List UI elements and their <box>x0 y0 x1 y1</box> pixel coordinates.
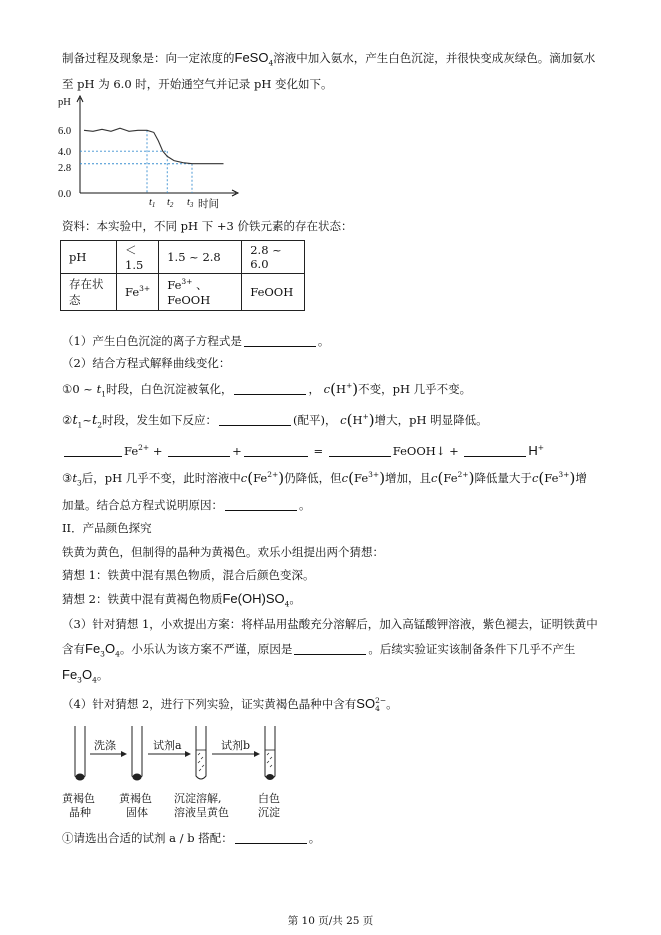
x-tick-t2: t2 <box>167 197 174 209</box>
page-footer: 第 10 页/共 25 页 <box>287 915 374 927</box>
table-cell: FeOOH <box>242 274 305 311</box>
question-4-1: ①请选出合适的试剂 a / b 搭配： 。 <box>62 831 321 845</box>
table-cell: $Fe^{3+}$ 、FeOOH <box>159 274 242 311</box>
test-tube-2 <box>132 726 142 780</box>
answer-blank[interactable] <box>464 444 526 457</box>
test-tube-3 <box>196 726 206 779</box>
table-cell: 2.8 ~ 6.0 <box>242 241 305 274</box>
tube-1-label-a: 黄褐色 <box>62 792 95 805</box>
table-cell: $Fe^{3+}$ <box>117 274 159 311</box>
answer-blank[interactable] <box>168 444 230 457</box>
question-2: （2）结合方程式解释曲线变化： <box>62 356 231 370</box>
material-note: 资料：本实验中，不同 pH 下 +3 价铁元素的存在状态： <box>62 219 353 233</box>
y-axis-label: pH <box>58 97 71 108</box>
intro-line-1: 制备过程及现象是：向一定浓度的FeSO$_4$溶液中加入氨水，产生白色沉淀，并很快变成灰绿色。滴加氨水 <box>62 50 596 68</box>
table-cell: ＜1.5 <box>117 241 159 274</box>
question-4: （4）针对猜想 2，进行下列实验，证实黄褐色晶种中含有SO 2− 4 。 <box>62 696 398 713</box>
question-3-line-2: 含有$Fe_3O_4$。小乐认为该方案不严谨，原因是 。后续实验证实该制备条件下几乎不产生 <box>62 641 576 659</box>
answer-blank[interactable] <box>294 642 366 655</box>
table-cell: pH <box>61 241 117 274</box>
x-axis-label: 时间 <box>198 199 219 210</box>
question-3-line-3: $Fe_3O_4$。 <box>62 667 109 685</box>
answer-blank[interactable] <box>219 413 291 426</box>
answer-blank[interactable] <box>244 444 308 457</box>
arrow-3-label: 试剂b <box>221 739 251 752</box>
guess-2: 猜想 2：铁黄中混有黄褐色物质$Fe(OH)SO_4$。 <box>62 591 301 609</box>
answer-blank[interactable] <box>234 382 306 395</box>
answer-blank[interactable] <box>244 334 316 347</box>
tube-3-label-b: 溶液呈黄色 <box>174 806 229 819</box>
table-row <box>61 274 305 311</box>
table-cell: 存在状态 <box>61 274 117 311</box>
tube-1-label-b: 晶种 <box>69 806 91 819</box>
tube-2-label-a: 黄褐色 <box>119 792 152 805</box>
table-row <box>61 241 305 274</box>
iron-state-table <box>60 240 305 311</box>
stage-1: ①0 ~ $t_1$时段，白色沉淀被氧化， ， c(H+)不变，pH 几乎不变。 <box>62 380 472 399</box>
guess-1: 猜想 1：铁黄中混有黑色物质，混合后颜色变深。 <box>62 568 315 582</box>
ph-chart <box>56 94 246 212</box>
answer-blank[interactable] <box>235 831 307 844</box>
tube-4-label-b: 沉淀 <box>258 806 280 819</box>
test-tube-4 <box>265 726 275 780</box>
answer-blank[interactable] <box>225 498 297 511</box>
x-tick-t1: t1 <box>149 197 156 209</box>
experiment-flow-diagram <box>58 722 298 820</box>
answer-blank[interactable] <box>64 444 122 457</box>
y-tick-4: 4.0 <box>58 147 72 158</box>
paragraph: 铁黄为黄色，但制得的晶种为黄褐色。欢乐小组提出两个猜想： <box>62 545 384 559</box>
arrow-2-label: 试剂a <box>153 739 182 752</box>
answer-blank[interactable] <box>329 444 391 457</box>
stage-3: $③t_3$后，pH 几乎不变，此时溶液中$c(Fe^{2+})$仍降低，但$c(Fe^{3+})$增加，且$c(Fe^{2+})$降低量大于$c(Fe^{3+})$增 <box>62 469 587 488</box>
stage-2: $②t_1\sim t_2$时段，发生如下反应： (配平)， c(H+)增大，pH 明显降低。 <box>62 411 488 430</box>
question-3-line-1: （3）针对猜想 1，小欢提出方案：将样品用盐酸充分溶解后，加入高锰酸钾溶液，紫色褪去，证明铁黄中 <box>62 617 598 631</box>
question-1: （1）产生白色沉淀的离子方程式是 。 <box>62 334 330 348</box>
equation-line: $Fe^{2+}$ + + = FeOOH↓ + H+ <box>62 443 544 459</box>
y-tick-2-8: 2.8 <box>58 163 72 174</box>
y-tick-6: 6.0 <box>58 126 72 137</box>
x-tick-t3: t3 <box>187 197 194 209</box>
intro-line-2: 至 pH 为 6.0 时，开始通空气并记录 pH 变化如下。 <box>62 77 333 91</box>
stage-3-cont: 加量。结合总方程式说明原因： 。 <box>62 498 311 512</box>
table-cell: 1.5 ~ 2.8 <box>159 241 242 274</box>
section-2-title: II．产品颜色探究 <box>62 521 152 535</box>
tube-4-label-a: 白色 <box>258 792 280 805</box>
arrow-1-label: 洗涤 <box>94 739 116 752</box>
ph-curve <box>84 128 224 164</box>
tube-2-label-b: 固体 <box>126 806 148 819</box>
test-tube-1 <box>75 726 85 780</box>
tube-3-label-a: 沉淀溶解, <box>174 792 222 805</box>
y-tick-0: 0.0 <box>58 189 72 200</box>
